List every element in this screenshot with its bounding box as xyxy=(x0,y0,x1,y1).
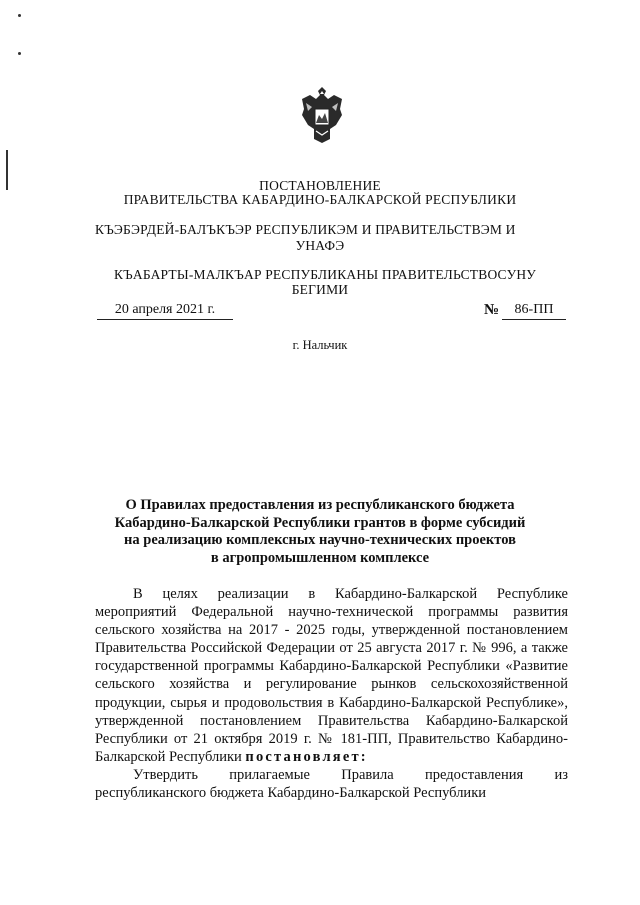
document-type-heading: ПОСТАНОВЛЕНИЕ xyxy=(259,178,381,193)
decree-word: постановляет: xyxy=(245,748,368,765)
government-name-russian: ПРАВИТЕЛЬСТВА КАБАРДИНО-БАЛКАРСКОЙ РЕСПУБЛИКИ xyxy=(123,192,517,207)
document-title xyxy=(80,497,560,567)
document-date: 20 апреля 2021 г. xyxy=(97,302,233,320)
scan-margin-mark xyxy=(18,52,21,55)
number-label: № xyxy=(484,302,500,318)
preamble-text: В целях реализации в Кабардино-Балкарской Республике мероприятий Федеральной научно-технической программы развития сельского хозяйства на 2017 - 2025 годы, утвержденной постановлением Правительства Российской Федерации от 25 августа 2017 г. № 996, а также государственной программы Кабардино-Балкарской Республики «Развитие сельского хозяйства и регулирование рынков сельскохозяйственной продукции, сырья и продовольствия в Кабардино-Балкарской Республике», утвержденной постановлением Правительства Кабардино-Балкарской Республики от 21 октября 2019 г. № 181-ПП, Правительство Кабардино-Балкарской Республики xyxy=(95,586,568,765)
scan-margin-mark xyxy=(18,14,21,17)
government-name-balkar-line1: КЪАБАРТЫ-МАЛКЪАР РЕСПУБЛИКАНЫ ПРАВИТЕЛЬСТВОСУНУ xyxy=(113,267,537,282)
title-line: на реализацию комплексных научно-технических проектов xyxy=(124,532,516,548)
title-line: О Правилах предоставления из республиканского бюджета xyxy=(125,497,515,513)
government-name-kabardian-line2: УНАФЭ xyxy=(295,238,345,253)
document-body xyxy=(95,585,568,802)
document-number: 86-ПП xyxy=(502,302,566,320)
title-line: Кабардино-Балкарской Республики грантов в форме субсидий xyxy=(114,514,526,531)
coat-of-arms-emblem xyxy=(300,85,344,145)
government-name-balkar-line2: БЕГИМИ xyxy=(291,282,349,297)
body-paragraph-approve: Утвердить прилагаемые Правила предоставления из республиканского бюджета Кабардино-Балкарской Республики xyxy=(95,766,568,802)
city-name: г. Нальчик xyxy=(292,338,348,352)
scan-margin-mark xyxy=(6,150,8,190)
title-line: в агропромышленном комплексе xyxy=(210,549,430,566)
government-name-kabardian-line1: КЪЭБЭРДЕЙ-БАЛЪКЪЭР РЕСПУБЛИКЭМ И ПРАВИТЕЛЬСТВЭМ И xyxy=(95,222,516,237)
body-paragraph-preamble xyxy=(95,585,568,766)
